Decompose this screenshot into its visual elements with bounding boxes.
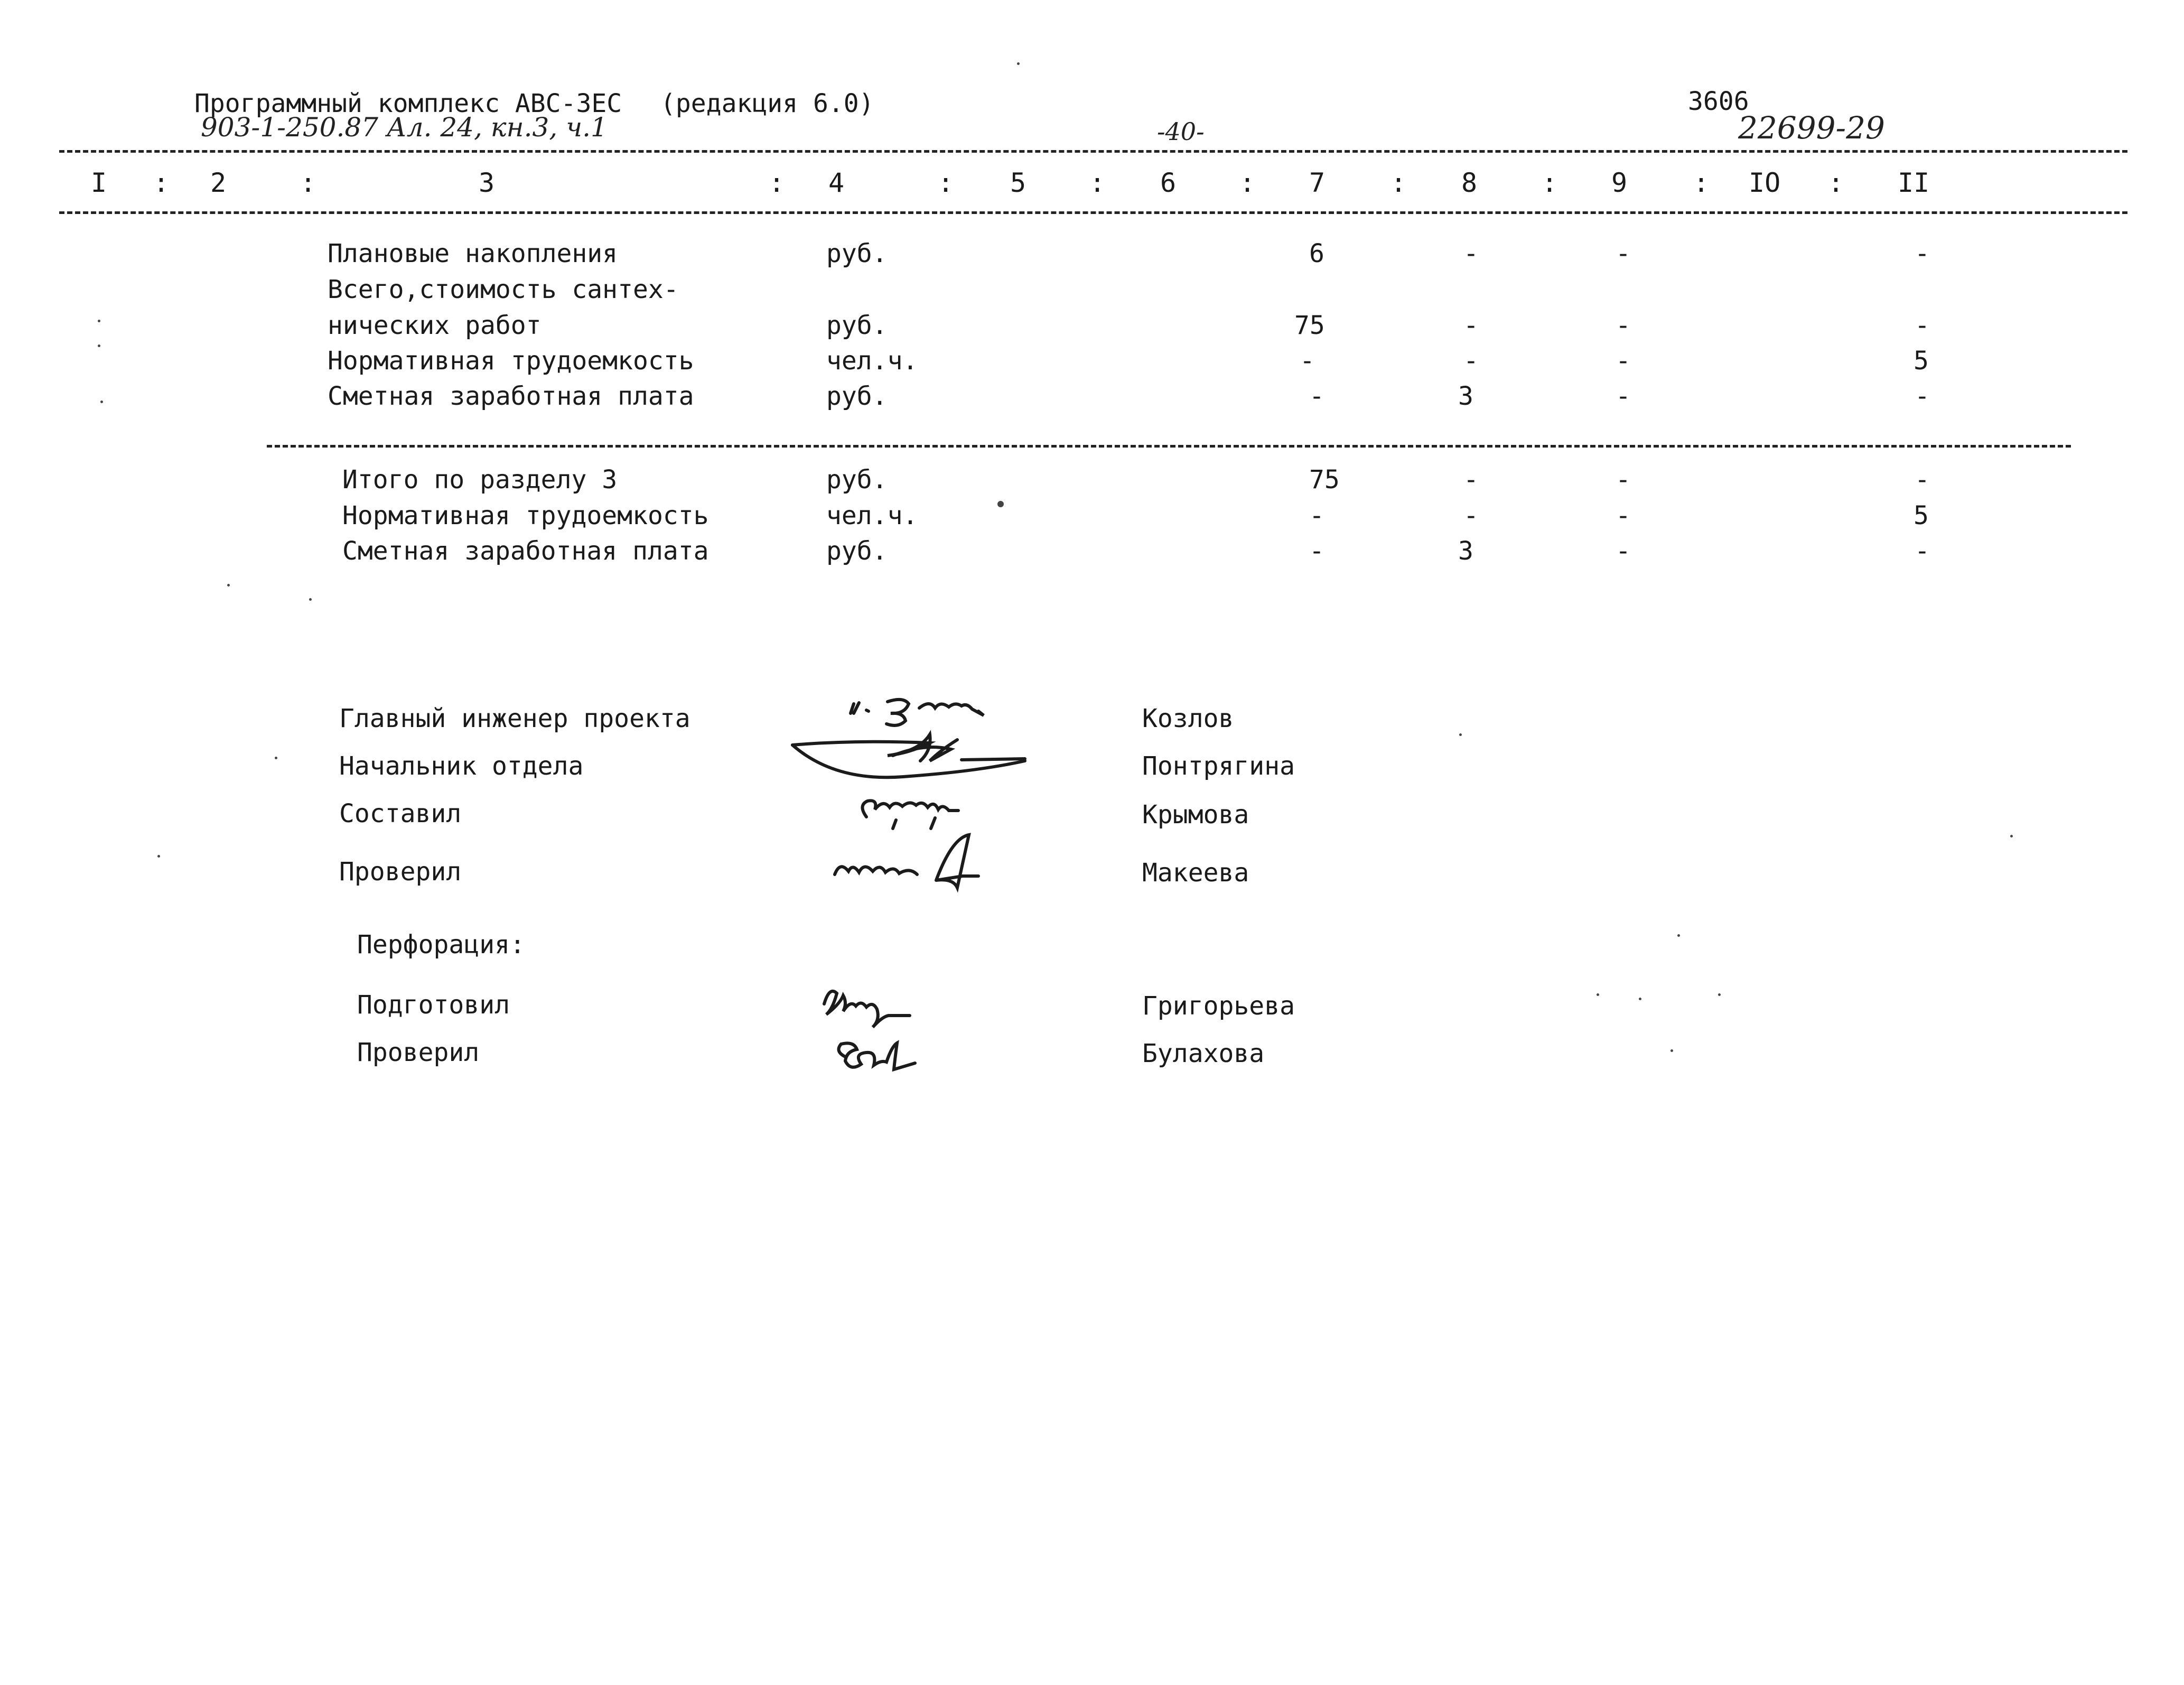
signature-name: Макеева bbox=[1142, 858, 1249, 888]
signature-role: Начальник отдела bbox=[339, 751, 584, 781]
row-col7: - bbox=[1309, 501, 1324, 530]
row-col11: - bbox=[1915, 536, 1930, 566]
signature-name: Булахова bbox=[1142, 1039, 1265, 1068]
signature-role: Проверил bbox=[357, 1038, 480, 1067]
col-sep: : bbox=[1089, 167, 1106, 198]
scan-speck bbox=[98, 345, 100, 347]
signature-name: Крымова bbox=[1142, 800, 1249, 830]
col-header-7: 7 bbox=[1309, 167, 1326, 198]
row-col11: - bbox=[1915, 311, 1930, 340]
row-col8: - bbox=[1463, 465, 1479, 495]
row-col9: - bbox=[1616, 381, 1631, 411]
signature-role: Проверил bbox=[339, 857, 462, 887]
row-unit: руб. bbox=[826, 311, 888, 340]
row-col7: 6 bbox=[1309, 239, 1324, 268]
row-name: Сметная заработная плата bbox=[328, 381, 694, 411]
perforation-title: Перфорация: bbox=[357, 930, 525, 960]
row-name: нических работ bbox=[328, 311, 542, 340]
scan-speck bbox=[227, 584, 230, 587]
program-title: Программный комплекс АВС-ЗЕС bbox=[194, 89, 622, 118]
row-name: Нормативная трудоемкость bbox=[342, 501, 709, 530]
row-name: Плановые накопления bbox=[328, 239, 618, 268]
signature-name: Козлов bbox=[1142, 704, 1234, 733]
row-unit: руб. bbox=[826, 239, 888, 268]
col-sep: : bbox=[1239, 167, 1256, 198]
col-sep: : bbox=[1542, 167, 1558, 198]
row-col8: - bbox=[1463, 239, 1479, 268]
row-col9: - bbox=[1616, 465, 1631, 495]
col-sep: : bbox=[769, 167, 785, 198]
signature-role: Составил bbox=[339, 799, 462, 828]
col-sep: : bbox=[300, 167, 316, 198]
row-col9: - bbox=[1616, 501, 1631, 530]
row-col11: 5 bbox=[1914, 501, 1929, 530]
col-header-2: 2 bbox=[210, 167, 227, 198]
col-sep: : bbox=[1390, 167, 1407, 198]
scan-speck bbox=[997, 501, 1004, 507]
row-col11: - bbox=[1915, 381, 1930, 411]
row-col9: - bbox=[1616, 239, 1631, 268]
row-col7: 75 bbox=[1294, 311, 1325, 340]
row-col8: - bbox=[1463, 311, 1479, 340]
row-col11: - bbox=[1915, 239, 1930, 268]
col-header-6: 6 bbox=[1160, 167, 1177, 198]
row-col11: 5 bbox=[1914, 346, 1929, 376]
row-name: Итого по разделу 3 bbox=[342, 465, 618, 495]
col-header-9: 9 bbox=[1611, 167, 1628, 198]
row-col7: - bbox=[1309, 536, 1324, 566]
col-sep: : bbox=[1828, 167, 1844, 198]
col-header-8: 8 bbox=[1461, 167, 1478, 198]
scan-speck bbox=[1639, 998, 1641, 1000]
doc-number-handwritten: 22699-29 bbox=[1738, 110, 1885, 146]
row-name: Всего,стоимость сантех- bbox=[328, 275, 679, 304]
row-unit: чел.ч. bbox=[826, 346, 918, 376]
col-header-3: 3 bbox=[479, 167, 495, 198]
row-col8: - bbox=[1463, 346, 1479, 376]
signature-role: Подготовил bbox=[357, 990, 510, 1020]
row-unit: руб. bbox=[826, 465, 888, 495]
scan-speck bbox=[100, 401, 103, 403]
handwritten-ref: 903-1-250.87 Ал. 24, кн.3, ч.1 bbox=[201, 112, 608, 143]
col-header-4: 4 bbox=[828, 167, 845, 198]
scan-speck bbox=[98, 320, 100, 322]
row-col7: - bbox=[1309, 381, 1324, 411]
row-col8: 3 bbox=[1458, 536, 1473, 566]
scan-speck bbox=[157, 855, 160, 858]
page-number: -40- bbox=[1157, 117, 1205, 146]
row-col9: - bbox=[1616, 311, 1631, 340]
header-bottom-rule bbox=[59, 211, 2127, 214]
col-header-5: 5 bbox=[1010, 167, 1026, 198]
col-sep: : bbox=[938, 167, 954, 198]
col-sep: : bbox=[1693, 167, 1710, 198]
scan-speck bbox=[1459, 733, 1462, 736]
row-col9: - bbox=[1616, 346, 1631, 376]
scan-speck bbox=[2010, 835, 2013, 837]
signature-name: Понтрягина bbox=[1142, 751, 1295, 781]
row-col7: - bbox=[1300, 346, 1315, 376]
signature-role: Главный инженер проекта bbox=[339, 704, 690, 733]
header-top-rule bbox=[59, 150, 2127, 153]
scan-speck bbox=[1670, 1049, 1673, 1052]
row-col8: - bbox=[1463, 501, 1479, 530]
row-col11: - bbox=[1915, 465, 1930, 495]
subtotal-rule bbox=[267, 445, 2071, 448]
scan-speck bbox=[1677, 934, 1680, 937]
row-col7: 75 bbox=[1309, 465, 1340, 495]
row-name: Сметная заработная плата bbox=[342, 536, 709, 566]
row-unit: чел.ч. bbox=[826, 501, 918, 530]
scan-speck bbox=[309, 598, 312, 601]
col-header-10: IO bbox=[1749, 167, 1781, 198]
scan-speck bbox=[275, 757, 277, 759]
row-col9: - bbox=[1616, 536, 1631, 566]
row-unit: руб. bbox=[826, 381, 888, 411]
scan-speck bbox=[1017, 62, 1020, 65]
row-name: Нормативная трудоемкость bbox=[328, 346, 694, 376]
scan-speck bbox=[1597, 993, 1599, 996]
signature-scribble bbox=[787, 687, 1083, 909]
edition-label: (редакция 6.0) bbox=[660, 89, 874, 118]
row-unit: руб. bbox=[826, 536, 888, 566]
col-header-1: I bbox=[91, 167, 107, 198]
row-col8: 3 bbox=[1458, 381, 1473, 411]
signature-name: Григорьева bbox=[1142, 991, 1295, 1021]
col-header-11: II bbox=[1898, 167, 1930, 198]
col-sep: : bbox=[153, 167, 170, 198]
scan-speck bbox=[1718, 993, 1721, 996]
perforation-signature-scribble bbox=[814, 978, 1004, 1099]
doc-number-printed: 3606 bbox=[1688, 87, 1749, 116]
